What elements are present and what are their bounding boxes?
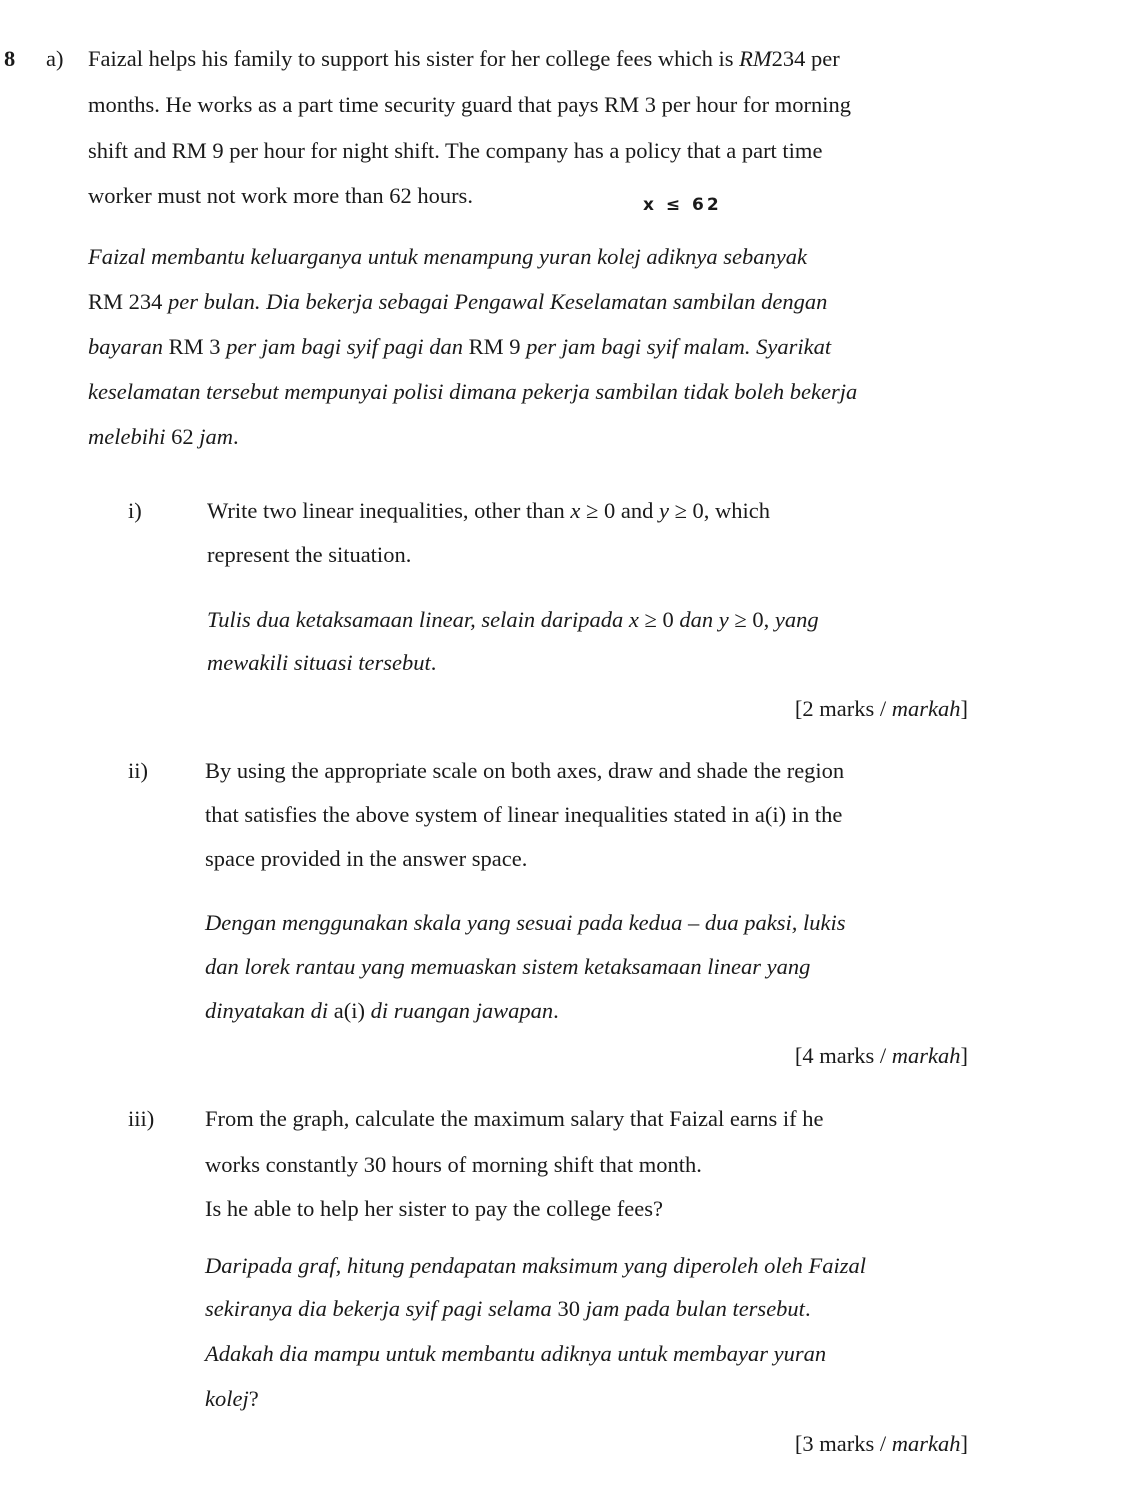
italic-run: dan lorek rantau yang memuaskan sistem ketaksamaan linear yang	[205, 954, 811, 979]
italic-run: dinyatakan di	[205, 998, 334, 1023]
part-ii-en-line: By using the appropriate scale on both axes, draw and shade the region	[205, 758, 845, 783]
part-i-ms-line: mewakili situasi tersebut.	[207, 650, 437, 675]
intro-ms-line	[88, 379, 857, 405]
italic-run: markah	[891, 696, 961, 721]
italic-run: per jam bagi syif pagi dan	[226, 334, 469, 359]
part-ii-ms-line	[205, 910, 846, 936]
italic-run: keselamatan tersebut mempunyai polisi dimana pekerja sambilan tidak boleh bekerja	[88, 379, 858, 404]
part-iii-marks: [3 marks / markah]	[794, 1431, 968, 1456]
italic-run: sekiranya dia bekerja syif pagi selama	[205, 1296, 558, 1321]
part-iii-ms-line	[205, 1253, 866, 1279]
subpart-label-ii: ii)	[128, 758, 148, 783]
part-ii-ms-line: dinyatakan di a(i) di ruangan jawapan.	[205, 998, 559, 1023]
italic-run: jam pada bulan tersebut	[585, 1296, 805, 1321]
part-label-a: a)	[46, 46, 64, 71]
italic-run: dan	[679, 607, 719, 632]
part-i-marks: [2 marks / markah]	[794, 696, 968, 721]
intro-en-line: worker must not work more than 62 hours.	[88, 183, 473, 208]
intro-ms-line: RM 234 per bulan. Dia bekerja sebagai Pengawal Keselamatan sambilan dengan	[88, 289, 828, 314]
italic-run: Daripada graf, hitung pendapatan maksimum yang diperoleh oleh Faizal	[205, 1253, 866, 1278]
part-iii-ms-line	[205, 1341, 826, 1367]
italic-run: x	[570, 498, 581, 523]
italic-run: per bulan. Dia bekerja sebagai Pengawal Keselamatan sambilan dengan	[168, 289, 828, 314]
italic-run: Adakah dia mampu untuk membantu adiknya untuk membayar yuran	[205, 1341, 827, 1366]
part-i-ms-line: Tulis dua ketaksamaan linear, selain daripada x ≥ 0 dan y ≥ 0, yang	[207, 607, 819, 632]
question-number: 8	[4, 46, 16, 71]
handwritten-annotation: x ≤ 62	[643, 195, 722, 215]
part-iii-en-line: Is he able to help her sister to pay the college fees?	[205, 1196, 663, 1221]
intro-ms-line	[88, 244, 807, 270]
italic-run: bayaran	[88, 334, 169, 359]
part-ii-en-line: that satisfies the above system of linear inequalities stated in a(i) in the	[205, 802, 843, 827]
subpart-label-iii: iii)	[128, 1106, 155, 1131]
part-ii-marks: [4 marks / markah]	[794, 1043, 968, 1068]
intro-ms-line: bayaran RM 3 per jam bagi syif pagi dan RM 9 per jam bagi syif malam. Syarikat	[88, 334, 832, 359]
part-ii-ms-line	[205, 954, 810, 980]
part-ii-en-line: space provided in the answer space.	[205, 846, 528, 871]
italic-run: Tulis dua ketaksamaan linear, selain daripada	[207, 607, 629, 632]
part-iii-en-line: From the graph, calculate the maximum salary that Faizal earns if he	[205, 1106, 824, 1131]
italic-run: kolej	[205, 1386, 249, 1411]
italic-run: y	[718, 607, 729, 632]
intro-ms-line: melebihi 62 jam.	[88, 424, 239, 449]
italic-run: Faizal membantu keluarganya untuk menampung yuran kolej adiknya sebanyak	[88, 244, 808, 269]
italic-run: mewakili situasi tersebut	[207, 650, 431, 675]
italic-run: per jam bagi syif malam. Syarikat	[526, 334, 832, 359]
italic-run: Dengan menggunakan skala yang sesuai pada kedua – dua paksi, lukis	[205, 910, 846, 935]
italic-run: RM	[739, 46, 772, 71]
subpart-label-i: i)	[128, 498, 142, 523]
part-i-en-line: Write two linear inequalities, other than x ≥ 0 and y ≥ 0, which	[207, 498, 771, 523]
italic-run: di ruangan jawapan	[370, 998, 554, 1023]
italic-run: melebihi	[88, 424, 172, 449]
intro-en-line: shift and RM 9 per hour for night shift. The company has a policy that a part time	[88, 138, 823, 163]
intro-en-line: months. He works as a part time security guard that pays RM 3 per hour for morning	[88, 92, 851, 117]
italic-run: markah	[891, 1431, 961, 1456]
part-iii-ms-line: sekiranya dia bekerja syif pagi selama 30 jam pada bulan tersebut.	[205, 1296, 811, 1321]
part-iii-en-line: works constantly 30 hours of morning shift that month.	[205, 1152, 702, 1177]
part-iii-ms-line: kolej?	[205, 1386, 259, 1411]
part-i-en-line: represent the situation.	[207, 542, 412, 567]
intro-en-line: Faizal helps his family to support his sister for her college fees which is RM234 per	[88, 46, 840, 71]
italic-run: x	[628, 607, 639, 632]
italic-run: y	[658, 498, 669, 523]
italic-run: yang	[774, 607, 819, 632]
italic-run: jam	[199, 424, 233, 449]
italic-run: markah	[891, 1043, 961, 1068]
